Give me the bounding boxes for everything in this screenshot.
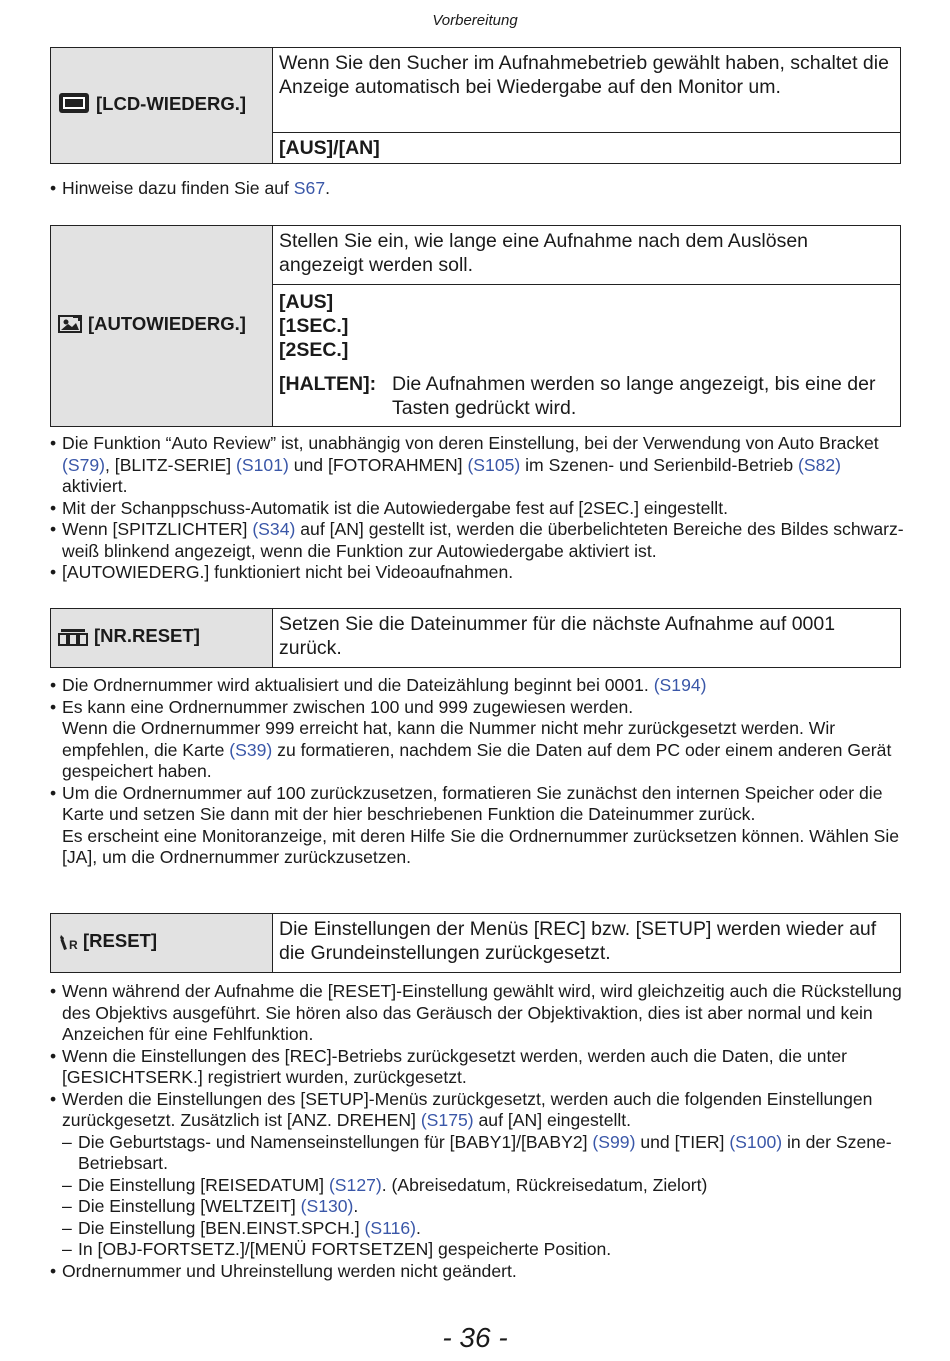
autowiederg-halten-cell xyxy=(273,362,901,427)
page-reference-link[interactable]: (S34) xyxy=(252,519,296,539)
list-item: • Wenn [SPITZLICHTER] (S34) auf [AN] gestellt ist, werden die überbelichteten Bereiche des Bildes schwarz-weiß blinkend angezeigt, wenn die Funktion zur Autowiedergabe aktiviert ist. xyxy=(50,519,910,562)
reset-label-cell xyxy=(51,914,273,973)
nr-reset-description: Setzen Sie die Dateinummer für die nächste Aufnahme auf 0001 zurück. xyxy=(273,609,901,668)
monitor-icon xyxy=(58,92,90,120)
reset-notes xyxy=(50,981,910,1282)
lcd-notes xyxy=(50,178,910,200)
review-image-icon xyxy=(58,314,82,340)
page-reference-link[interactable]: (S130) xyxy=(300,1196,354,1216)
lcd-wiederg-label: [LCD-WIEDERG.] xyxy=(96,92,247,114)
list-item: • Mit der Schanppschuss-Automatik ist die Autowiedergabe fest auf [2SEC.] eingestellt. xyxy=(50,498,910,520)
list-item: • Um die Ordnernummer auf 100 zurückzusetzen, formatieren Sie zunächst den internen Speicher oder die Karte und setzen Sie dann mit der hier beschriebenen Funktion die Dateinummer zurück. Es erscheint eine Monitoranzeige, mit deren Hilfe Sie die Ordnernummer zurücksetzen können. Wählen Sie [JA], um die Ordnernummer zurückzusetzen. xyxy=(50,783,910,869)
sub-list-item: – In [OBJ-FORTSETZ.]/[MENÜ FORTSETZEN] gespeicherte Position. xyxy=(50,1239,910,1261)
sub-list-item: – Die Einstellung [WELTZEIT] (S130). xyxy=(50,1196,910,1218)
wrench-reset-icon xyxy=(58,933,80,957)
list-item: • Werden die Einstellungen des [SETUP]-Menüs zurückgesetzt, werden auch die folgenden Einstellungen zurückgesetzt. Zusätzlich ist [ANZ. DREHEN] (S175) auf [AN] eingestellt. xyxy=(50,1089,910,1132)
list-item: • Die Ordnernummer wird aktualisiert und die Dateizählung beginnt bei 0001. (S194) xyxy=(50,675,910,697)
reset-description: Die Einstellungen der Menüs [REC] bzw. [SETUP] werden wieder auf die Grundeinstellungen zurückgesetzt. xyxy=(273,914,901,973)
page-reference-link[interactable]: (S99) xyxy=(592,1131,636,1152)
reset-label: [RESET] xyxy=(83,930,157,951)
page-reference-link[interactable]: (S39) xyxy=(229,739,273,760)
page-reference-link[interactable]: (S100) xyxy=(729,1131,783,1152)
sub-list-item: – Die Geburtstags- und Namenseinstellungen für [BABY1]/[BABY2] (S99) und [TIER] (S100) in der Szene-Betriebsart. xyxy=(50,1132,910,1175)
autowiederg-table xyxy=(50,225,901,427)
page-reference-link[interactable]: (S175) xyxy=(420,1110,474,1130)
running-header: Vorbereitung xyxy=(432,12,518,29)
page-reference-link[interactable]: (S79) xyxy=(62,454,106,475)
page-number: - 36 - xyxy=(442,1322,508,1353)
list-item: • Die Funktion “Auto Review” ist, unabhängig von deren Einstellung, bei der Verwendung von Auto Bracket (S79), [BLITZ-SERIE] (S101) und [FOTORAHMEN] (S105) im Szenen- und Serienbild-Betrieb (S82) aktiviert. xyxy=(50,433,910,498)
list-item: • Wenn während der Aufnahme die [RESET]-Einstellung gewählt wird, wird gleichzeitig auch die Rückstellung des Objektivs ausgeführt. Sie hören also das Geräusch der Objektivaktion, dies ist aber normal und kein Anzeichen für eine Fehlfunktion. xyxy=(50,981,910,1046)
option-halten-text: Die Aufnahmen werden so lange angezeigt, bis eine der Tasten gedrückt wird. xyxy=(392,373,876,419)
nr-reset-table xyxy=(50,608,901,668)
sub-list-item: – Die Einstellung [REISEDATUM] (S127). (Abreisedatum, Rückreisedatum, Zielort) xyxy=(50,1175,910,1197)
option-2sec: [2SEC.] xyxy=(279,339,349,361)
sub-list-item: – Die Einstellung [BEN.EINST.SPCH.] (S116). xyxy=(50,1218,910,1240)
list-item: • Hinweise dazu finden Sie auf S67. xyxy=(50,178,910,200)
autowiederg-label: [AUTOWIEDERG.] xyxy=(88,313,246,334)
page-reference-link[interactable]: S67 xyxy=(293,178,326,198)
nr-reset-label: [NR.RESET] xyxy=(94,625,200,646)
list-item: • Wenn die Einstellungen des [REC]-Betriebs zurückgesetzt werden, werden auch die Daten, die unter [GESICHTSERK.] registriert wurden, zurückgesetzt. xyxy=(50,1046,910,1089)
page-reference-link[interactable]: (S82) xyxy=(798,454,842,475)
nr-reset-notes xyxy=(50,675,910,869)
svg-text:R: R xyxy=(69,938,78,951)
page-reference-link[interactable]: (S194) xyxy=(653,675,707,695)
lcd-wiederg-label-cell xyxy=(51,48,273,164)
page-reference-link[interactable]: (S116) xyxy=(364,1217,417,1238)
option-halten-key: [HALTEN]: xyxy=(279,373,377,395)
reset-table xyxy=(50,913,901,973)
autowiederg-notes xyxy=(50,433,910,584)
lcd-wiederg-options: [AUS]/[AN] xyxy=(273,133,901,164)
list-item: • [AUTOWIEDERG.] funktioniert nicht bei Videoaufnahmen. xyxy=(50,562,910,584)
option-aus: [AUS] xyxy=(279,291,334,313)
option-1sec: [1SEC.] xyxy=(279,315,349,337)
lcd-wiederg-description: Wenn Sie den Sucher im Aufnahmebetrieb gewählt haben, schaltet die Anzeige automatisch bei Wiedergabe auf den Monitor um. xyxy=(273,48,901,133)
file-number-icon xyxy=(58,628,88,652)
option-halten xyxy=(279,372,894,420)
page-reference-link[interactable]: (S101) xyxy=(236,454,289,475)
page-reference-link[interactable]: (S127) xyxy=(328,1174,382,1195)
nr-reset-label-cell xyxy=(51,609,273,668)
list-item: • Ordnernummer und Uhreinstellung werden nicht geändert. xyxy=(50,1261,910,1283)
lcd-wiederg-table xyxy=(50,47,901,164)
list-item: • Es kann eine Ordnernummer zwischen 100 und 999 zugewiesen werden. Wenn die Ordnernummer 999 erreicht hat, kann die Nummer nicht mehr zurückgesetzt werden. Wir empfehlen, die Karte (S39) zu formatieren, nachdem Sie die Daten auf dem PC oder einem anderen Gerät gespeichert haben. xyxy=(50,697,910,783)
autowiederg-description: Stellen Sie ein, wie lange eine Aufnahme nach dem Auslösen angezeigt werden soll. xyxy=(273,226,901,285)
autowiederg-options xyxy=(273,285,901,363)
autowiederg-label-cell xyxy=(51,226,273,427)
page-reference-link[interactable]: (S105) xyxy=(467,454,521,475)
